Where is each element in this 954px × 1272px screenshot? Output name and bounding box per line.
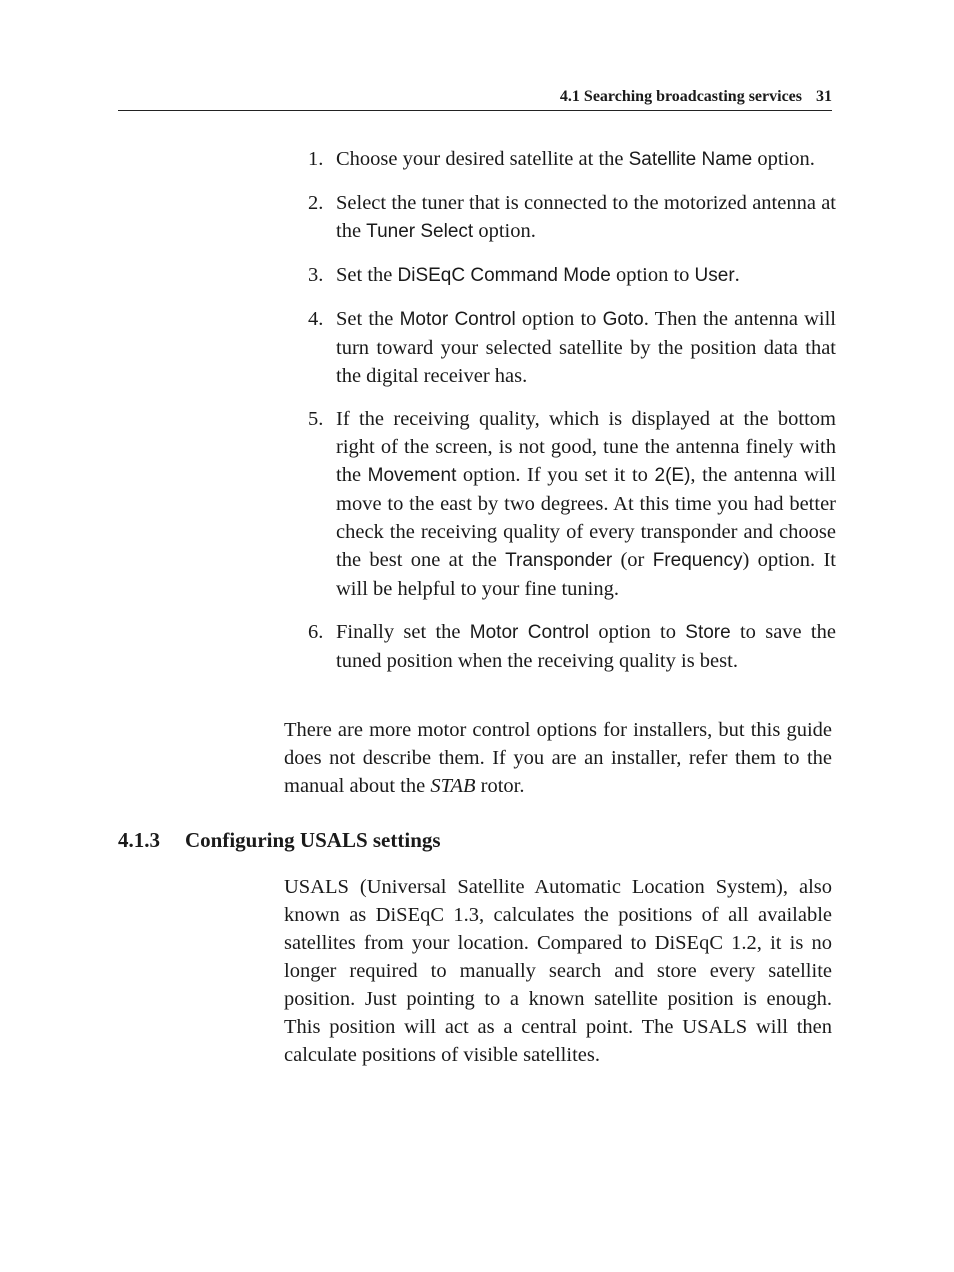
step-text: , the antenna will move to the east by two degrees. At this time you had better check the receiving quality of every transponder and choose the best one at the — [336, 464, 836, 571]
ui-option-name: Satellite Name — [628, 149, 753, 170]
step-text: option. — [473, 220, 536, 242]
step-text: Finally set the — [336, 621, 470, 643]
ui-option-name: Motor Control — [469, 622, 590, 643]
step-item — [308, 189, 836, 246]
numbered-steps-list — [308, 145, 836, 675]
step-number: 3. — [308, 264, 324, 286]
usals-paragraph: USALS (Universal Satellite Automatic Location System), also known as DiSEqC 1.3, calculates the positions of all available satellites from your location. Compared to DiSEqC 1.2, it is no longer required to manually search and store every satellite position. Just pointing to a known satellite position is enough. This position will act as a central point. The USALS will then calculate positions of visible satellites. — [284, 876, 832, 1066]
step-text: option to — [589, 621, 686, 643]
ui-option-name: Store — [685, 622, 731, 643]
step-text: Set the — [336, 308, 400, 330]
ui-option-name: 2(E) — [654, 465, 691, 486]
step-number: 4. — [308, 308, 324, 330]
step-item — [308, 261, 836, 290]
step-text: (or — [612, 549, 653, 571]
note-text-before: There are more motor control options for installers, but this guide does not describe them. If you are an installer, refer them to the manual about the — [284, 719, 832, 797]
installer-note-paragraph — [284, 716, 832, 800]
note-italic-stab: STAB — [430, 775, 476, 797]
step-text: option to — [610, 264, 695, 286]
header-text — [560, 88, 832, 106]
section-number: 4.1.3 — [118, 828, 160, 852]
step-text: option. If you set it to — [456, 464, 655, 486]
running-title: 4.1 Searching broadcasting services — [559, 88, 802, 105]
step-text: . Then the antenna will turn toward your selected satellite by the position data that the digital receiver has. — [336, 308, 836, 387]
ui-option-name: Transponder — [505, 550, 613, 571]
step-item — [308, 618, 836, 675]
step-text: ) option. It will be helpful to your fine tuning. — [336, 549, 836, 600]
step-item — [308, 405, 836, 603]
section-heading — [118, 828, 441, 853]
step-number: 1. — [308, 148, 324, 170]
step-text: . — [734, 264, 740, 286]
section-title: Configuring USALS settings — [185, 828, 441, 852]
ui-option-name: User — [694, 265, 735, 286]
ui-option-name: Goto — [602, 309, 644, 330]
ui-option-name: Tuner Select — [366, 221, 474, 242]
ui-option-name: Movement — [367, 465, 457, 486]
step-number: 2. — [308, 192, 324, 214]
step-text: Set the — [336, 264, 398, 286]
step-item — [308, 145, 836, 174]
step-text: to save the tuned position when the receiving quality is best. — [336, 621, 836, 672]
ui-option-name: Motor Control — [399, 309, 516, 330]
step-text: Select the tuner that is connected to the motorized antenna at the — [336, 192, 836, 242]
step-text: If the receiving quality, which is displayed at the bottom right of the screen, is not good, tune the antenna finely with the — [336, 408, 836, 486]
page-number: 31 — [816, 88, 832, 105]
step-number: 6. — [308, 621, 324, 643]
step-text: option to — [515, 308, 603, 330]
running-header — [118, 86, 832, 111]
step-text: option. — [752, 148, 815, 170]
ui-option-name: Frequency — [652, 550, 743, 571]
step-text: Choose your desired satellite at the — [336, 148, 629, 170]
step-number: 5. — [308, 408, 324, 430]
step-item — [308, 305, 836, 390]
ui-option-name: DiSEqC Command Mode — [397, 265, 611, 286]
note-text-after: rotor. — [475, 775, 525, 797]
